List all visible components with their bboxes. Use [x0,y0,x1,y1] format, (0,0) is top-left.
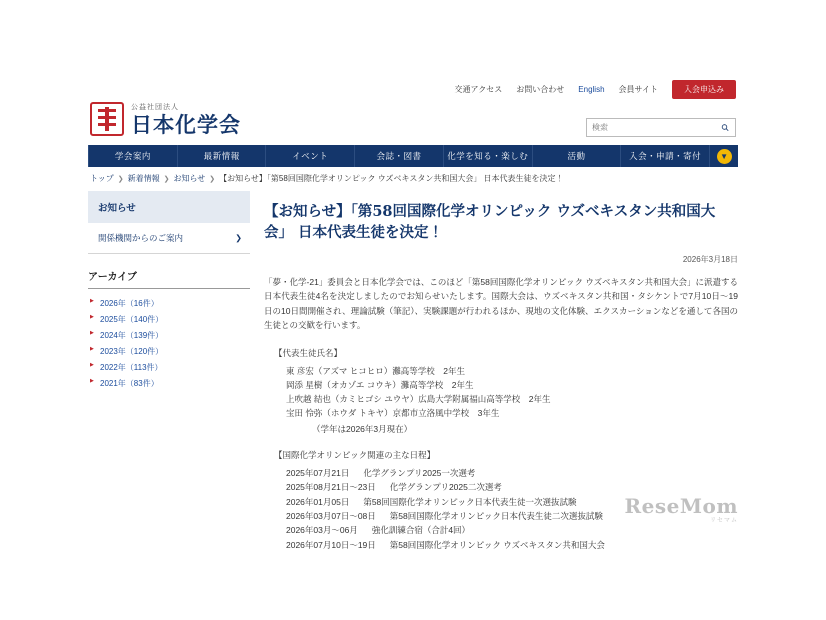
breadcrumb-item-new[interactable]: 新着情報 [127,174,160,183]
schedule-event: 第58回国際化学オリンピック日本代表生徒一次選抜試験 [363,496,577,507]
list-item [286,466,738,480]
breadcrumb-item-top[interactable]: トップ [90,174,114,183]
schedule-date: 2026年03月07日〜08日 [286,511,376,522]
breadcrumb-separator-icon: ❯ [209,175,216,183]
schedule-heading: 【国際化学オリンピック関連の主な日程】 [274,449,436,460]
nav-item-journals[interactable]: 会誌・図書 [355,145,444,167]
page-title: 【お知らせ】「第58回国際化学オリンピック ウズベキスタン共和国大会」 日本代表生徒を決定！ [264,202,716,242]
site-header [88,100,738,145]
utility-link-member-site[interactable]: 会員サイト [618,84,658,94]
schedule-event: 化学グランプリ2025二次選考 [389,482,502,493]
breadcrumb-separator-icon: ❯ [117,175,124,183]
watermark-subtext: リセマム [710,517,738,524]
nav-item-membership[interactable]: 入会・申請・寄付 [621,145,710,167]
archive-item-2021[interactable]: ▶ 2021年（83件） [88,375,250,391]
article-date: 2026年3月18日 [682,254,738,264]
list-item: 上吹越 結也（カミヒゴシ ユウヤ）広島大学附属福山高等学校 2年生 [286,393,551,404]
list-item: 岡添 星樹（オカゾエ コウキ）灘高等学校 2年生 [286,379,474,390]
schedule-date: 2025年07月21日 [286,467,350,478]
utility-link-access[interactable]: 交通アクセス [454,84,503,94]
archive-item-2025[interactable]: ▶ 2025年（140件） [88,311,250,327]
site-logo[interactable] [90,102,241,136]
archive-item-2026[interactable]: ▶ 2026年（16件） [88,295,250,311]
search-box[interactable] [586,118,736,137]
schedule-date: 2025年08月21日〜23日 [286,482,376,493]
watermark-text: ReseMom [624,494,738,518]
archive-item-2023[interactable]: ▶ 2023年（120件） [88,343,250,359]
search-input[interactable] [587,123,715,132]
schedule-date: 2026年01月05日 [286,496,350,507]
sidebar-item-related-orgs[interactable] [88,223,250,254]
sidebar [88,191,250,391]
list-item: 宝田 怜弥（ホウダ トキヤ）京都市立洛風中学校 3年生 [286,407,500,418]
list-item [286,480,738,494]
search-icon [721,122,729,133]
archive-title: アーカイブ [88,268,250,289]
breadcrumb [88,167,738,191]
watermark [625,494,738,524]
breadcrumb-separator-icon: ❯ [163,175,170,183]
utility-bar [88,78,738,100]
logo-subtitle: 公益社団法人 [131,103,179,111]
nav-item-learn-chemistry[interactable]: 化学を知る・楽しむ [444,145,533,167]
logo-text [131,104,241,135]
main-navigation [88,145,738,167]
archive-item-2024[interactable]: ▶ 2024年（139件） [88,327,250,343]
site-content [88,78,738,552]
list-item [286,523,738,537]
entry-application-button[interactable]: 入会申込み [672,80,736,99]
nav-item-activities[interactable]: 活動 [533,145,622,167]
chevron-down-icon: ▼ [717,149,732,164]
schedule-event: 第58回国際化学オリンピック ウズベキスタン共和国大会 [389,539,605,550]
nav-item-about[interactable]: 学会案内 [88,145,178,167]
search-button[interactable] [715,120,735,135]
schedule-event: 化学グランプリ2025一次選考 [363,467,476,478]
breadcrumb-item-notice[interactable]: お知らせ [173,174,206,183]
sidebar-item-label: 関係機関からのご案内 [98,233,184,243]
archive-item-2022[interactable]: ▶ 2022年（113件） [88,359,250,375]
representatives-list [264,364,738,420]
chemical-society-logo-icon [90,102,124,136]
schedule-date: 2026年03月〜06月 [286,525,358,536]
representatives-note: （学年は2026年3月現在） [312,423,413,434]
breadcrumb-item-current: 【お知らせ】「第58回国際化学オリンピック ウズベキスタン共和国大会」 日本代表生徒を決定！ [219,174,564,183]
schedule-event: 第58回国際化学オリンピック日本代表生徒二次選抜試験 [389,511,603,522]
nav-item-news[interactable]: 最新情報 [178,145,267,167]
article-lead: 「夢・化学-21」委員会と日本化学会では、このほど「第58回国際化学オリンピック ウズベキスタン共和国大会」に派遣する日本代表生徒4名を決定しましたのでお知らせいたします。国際大会は、ウズベキスタン共和国・タシケントで7月10日〜19日の10日間開催され、理論試験（筆記）、実験課題が行われるほか、現地の文化体験、エクスカーションなどを通して各国の生徒との交歓を行います。 [264,276,738,331]
representatives-heading: 【代表生徒氏名】 [274,347,343,358]
archive-list [88,295,250,391]
list-item: 東 彦宏（アズマ ヒコヒロ）灘高等学校 2年生 [286,365,465,376]
list-item [286,538,738,552]
nav-item-events[interactable]: イベント [266,145,355,167]
sidebar-heading: お知らせ [88,191,250,223]
schedule-date: 2026年07月10日〜19日 [286,539,376,550]
logo-title: 日本化学会 [131,111,241,137]
schedule-event: 強化訓練合宿（合計4回） [371,525,471,536]
utility-link-english[interactable]: English [578,84,605,94]
chevron-right-icon: ❯ [235,233,242,243]
utility-link-contact[interactable]: お問い合わせ [516,84,565,94]
nav-expand-toggle[interactable] [710,145,738,167]
